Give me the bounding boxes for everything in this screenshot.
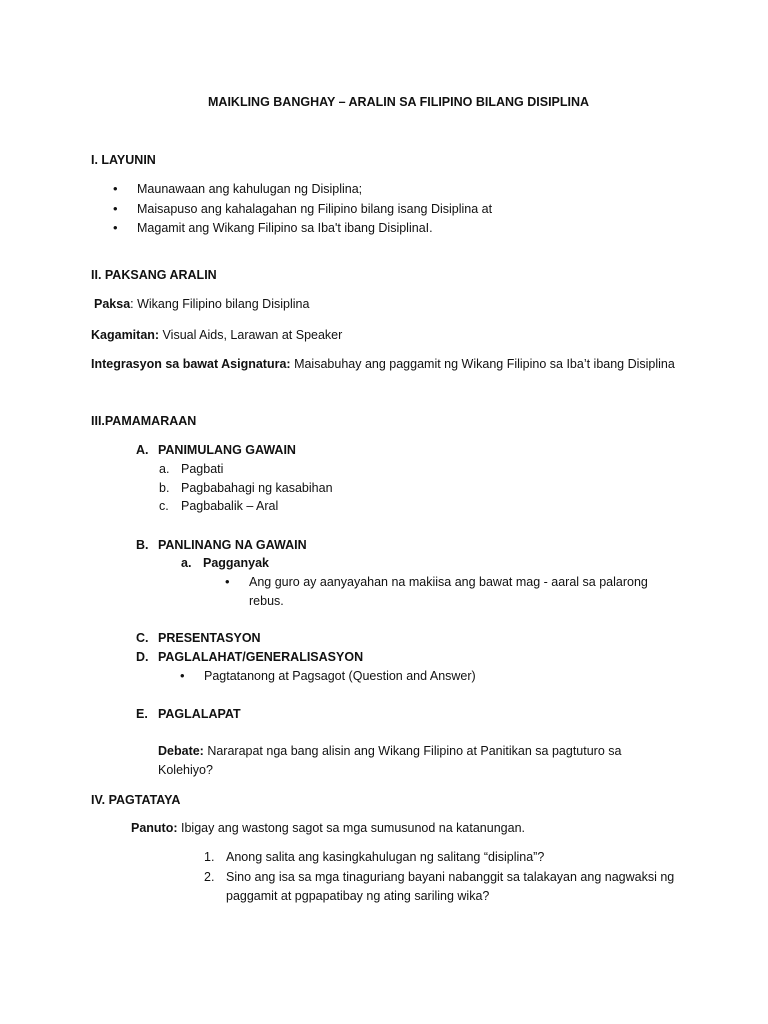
list-marker: 1. — [204, 850, 215, 864]
list-marker: b. — [159, 481, 170, 495]
integrasyon-line — [91, 356, 675, 372]
panuto-value: Ibigay ang wastong sagot sa mga sumusunod na katanungan. — [177, 821, 525, 835]
section-pamamaraan-heading: III.PAMAMARAAN — [91, 414, 197, 428]
paksa-label: Paksa — [94, 297, 131, 311]
paksa-line — [94, 296, 309, 312]
list-marker: A. — [136, 443, 149, 457]
layunin-item: • Magamit ang Wikang Filipino sa Iba't ibang DisiplinaI. — [137, 220, 433, 236]
list-marker: a. — [181, 556, 192, 570]
pagganyak-title: a. Pagganyak — [181, 556, 270, 570]
panlinang-na-gawain-title: B. PANLINANG NA GAWAIN — [136, 538, 307, 552]
debate-continuation: Kolehiyo? — [158, 763, 213, 777]
integrasyon-value: Maisabuhay ang paggamit ng Wikang Filipino sa Iba’t ibang Disiplina — [290, 357, 675, 371]
debate-line — [158, 743, 621, 759]
paglalahat-title: D. PAGLALAHAT/GENERALISASYON — [136, 650, 364, 664]
layunin-item: • Maunawaan ang kahulugan ng Disiplina; — [137, 181, 362, 197]
list-marker: 2. — [204, 870, 215, 884]
question-item: 1. Anong salita ang kasingkahulugan ng salitang “disiplina”? — [204, 850, 545, 864]
debate-value: Nararapat nga bang alisin ang Wikang Filipino at Panitikan sa pagtuturo sa — [203, 744, 622, 758]
pagganyak-bullet: • Ang guro ay aanyayahan na makiisa ang bawat mag - aaral sa palarong — [249, 574, 648, 590]
panimulang-item: c. Pagbabalik – Aral — [159, 499, 279, 513]
list-marker: D. — [136, 650, 149, 664]
kagamitan-value: Visual Aids, Larawan at Speaker — [159, 328, 343, 342]
presentasyon-title: C. PRESENTASYON — [136, 631, 261, 645]
section-paksang-aralin-heading: II. PAKSANG ARALIN — [91, 268, 217, 282]
section-layunin-heading: I. LAYUNIN — [91, 153, 156, 167]
debate-label: Debate: — [158, 744, 204, 758]
panimulang-gawain-title: A. PANIMULANG GAWAIN — [136, 443, 296, 457]
panuto-label: Panuto: — [131, 821, 178, 835]
list-marker: a. — [159, 462, 170, 476]
kagamitan-line — [91, 327, 342, 343]
panuto-line — [131, 820, 525, 836]
pagganyak-bullet-continuation: rebus. — [249, 594, 284, 608]
list-marker: C. — [136, 631, 149, 645]
panimulang-item: a. Pagbati — [159, 462, 224, 476]
section-pagtataya-heading: IV. PAGTATAYA — [91, 793, 181, 807]
question-continuation: paggamit at pgpapatibay ng ating sariling wika? — [226, 889, 490, 903]
question-item: 2. Sino ang isa sa mga tinaguriang bayani nabanggit sa talakayan ang nagwaksi ng — [204, 870, 675, 884]
panimulang-item: b. Pagbabahagi ng kasabihan — [159, 481, 333, 495]
paksa-value: : Wikang Filipino bilang Disiplina — [130, 297, 310, 311]
list-marker: c. — [159, 499, 169, 513]
paglalapat-title: E. PAGLALAPAT — [136, 707, 241, 721]
kagamitan-label: Kagamitan: — [91, 328, 160, 342]
paglalahat-bullet: • Pagtatanong at Pagsagot (Question and Answer) — [204, 668, 476, 684]
list-marker: B. — [136, 538, 149, 552]
document-title: MAIKLING BANGHAY – ARALIN SA FILIPINO BILANG DISIPLINA — [208, 95, 590, 109]
integrasyon-label: Integrasyon sa bawat Asignatura: — [91, 357, 291, 371]
layunin-item: • Maisapuso ang kahalagahan ng Filipino bilang isang Disiplina at — [137, 201, 492, 217]
list-marker: E. — [136, 707, 148, 721]
